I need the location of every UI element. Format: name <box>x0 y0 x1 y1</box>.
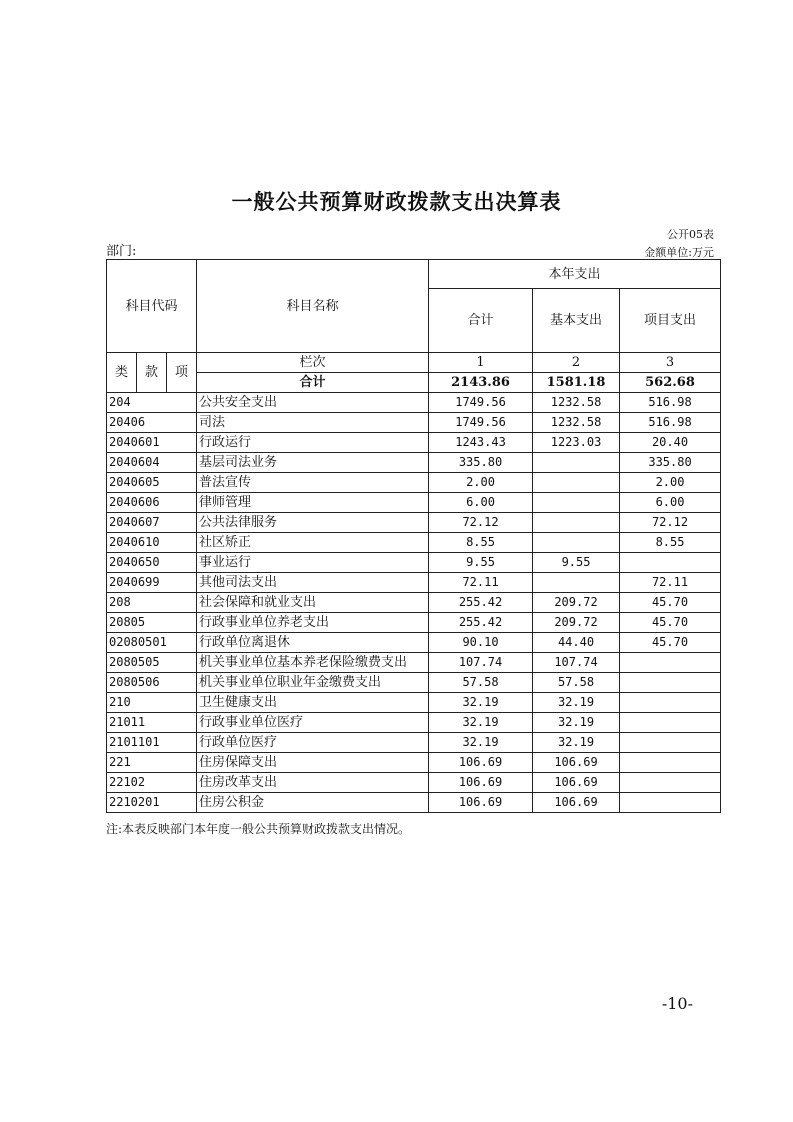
row-basic <box>533 573 620 593</box>
row-total: 335.80 <box>429 453 533 473</box>
row-name: 社区矫正 <box>197 533 429 553</box>
table-row <box>107 613 721 633</box>
row-name: 司法 <box>197 413 429 433</box>
row-project <box>620 673 721 693</box>
header-total: 合计 <box>429 289 533 353</box>
row-name: 其他司法支出 <box>197 573 429 593</box>
page-number: -10- <box>661 994 693 1013</box>
row-total: 57.58 <box>429 673 533 693</box>
row-total: 106.69 <box>429 793 533 813</box>
table-row <box>107 633 721 653</box>
lanci-row <box>107 353 721 373</box>
table-row <box>107 733 721 753</box>
row-project: 72.12 <box>620 513 721 533</box>
row-total: 72.11 <box>429 573 533 593</box>
row-basic: 32.19 <box>533 693 620 713</box>
expenditure-table <box>106 259 721 813</box>
row-project <box>620 793 721 813</box>
row-code: 2080505 <box>107 653 197 673</box>
row-total: 8.55 <box>429 533 533 553</box>
row-name: 卫生健康支出 <box>197 693 429 713</box>
lanci-1: 1 <box>429 353 533 373</box>
row-code: 2210201 <box>107 793 197 813</box>
row-project <box>620 753 721 773</box>
row-code: 2040650 <box>107 553 197 573</box>
department-label: 部门: <box>106 244 137 259</box>
row-name: 律师管理 <box>197 493 429 513</box>
table-row <box>107 593 721 613</box>
table-row <box>107 553 721 573</box>
table-note: 注:本表反映部门本年度一般公共预算财政拨款支出情况。 <box>106 822 411 836</box>
row-basic: 32.19 <box>533 713 620 733</box>
row-code: 02080501 <box>107 633 197 653</box>
row-total: 255.42 <box>429 613 533 633</box>
row-code: 2040607 <box>107 513 197 533</box>
row-name: 普法宣传 <box>197 473 429 493</box>
table-row <box>107 713 721 733</box>
row-basic <box>533 513 620 533</box>
page-title: 一般公共预算财政拨款支出决算表 <box>231 190 562 214</box>
header-xiang: 项 <box>167 353 197 393</box>
table-row <box>107 393 721 413</box>
table-row <box>107 533 721 553</box>
row-project: 45.70 <box>620 593 721 613</box>
table-row <box>107 773 721 793</box>
row-basic: 107.74 <box>533 653 620 673</box>
row-basic: 106.69 <box>533 753 620 773</box>
row-basic: 44.40 <box>533 633 620 653</box>
row-basic: 1223.03 <box>533 433 620 453</box>
row-name: 住房改革支出 <box>197 773 429 793</box>
row-project: 72.11 <box>620 573 721 593</box>
header-lei: 类 <box>107 353 137 393</box>
row-name: 行政运行 <box>197 433 429 453</box>
row-total: 1749.56 <box>429 393 533 413</box>
unit-label: 金额单位:万元 <box>644 246 714 259</box>
row-total: 6.00 <box>429 493 533 513</box>
row-code: 208 <box>107 593 197 613</box>
form-code: 公开05表 <box>667 228 714 241</box>
table-row <box>107 413 721 433</box>
row-code: 2040604 <box>107 453 197 473</box>
row-code: 221 <box>107 753 197 773</box>
row-project <box>620 773 721 793</box>
row-project: 8.55 <box>620 533 721 553</box>
row-name: 行政事业单位养老支出 <box>197 613 429 633</box>
row-basic <box>533 473 620 493</box>
row-basic: 9.55 <box>533 553 620 573</box>
row-name: 行政单位离退休 <box>197 633 429 653</box>
lanci-3: 3 <box>620 353 721 373</box>
row-basic <box>533 493 620 513</box>
row-basic: 209.72 <box>533 613 620 633</box>
row-basic <box>533 533 620 553</box>
header-current-year-expenditure: 本年支出 <box>429 260 721 289</box>
row-project <box>620 653 721 673</box>
row-name: 行政事业单位医疗 <box>197 713 429 733</box>
row-project: 45.70 <box>620 633 721 653</box>
row-total: 32.19 <box>429 713 533 733</box>
header-project: 项目支出 <box>620 289 721 353</box>
row-basic: 1232.58 <box>533 413 620 433</box>
row-name: 社会保障和就业支出 <box>197 593 429 613</box>
row-total: 90.10 <box>429 633 533 653</box>
row-basic <box>533 453 620 473</box>
row-total: 106.69 <box>429 753 533 773</box>
header-name: 科目名称 <box>197 260 429 353</box>
row-total: 72.12 <box>429 513 533 533</box>
row-project: 20.40 <box>620 433 721 453</box>
row-project <box>620 733 721 753</box>
header-basic: 基本支出 <box>533 289 620 353</box>
row-name: 住房保障支出 <box>197 753 429 773</box>
row-basic: 1232.58 <box>533 393 620 413</box>
header-kuan: 款 <box>137 353 167 393</box>
row-name: 事业运行 <box>197 553 429 573</box>
lanci-2: 2 <box>533 353 620 373</box>
total-project: 562.68 <box>620 373 721 393</box>
table-body <box>107 393 721 813</box>
row-name: 机关事业单位基本养老保险缴费支出 <box>197 653 429 673</box>
row-project: 6.00 <box>620 493 721 513</box>
total-row <box>107 373 721 393</box>
row-code: 2040606 <box>107 493 197 513</box>
table-row <box>107 493 721 513</box>
row-name: 公共法律服务 <box>197 513 429 533</box>
row-total: 1749.56 <box>429 413 533 433</box>
row-name: 机关事业单位职业年金缴费支出 <box>197 673 429 693</box>
total-basic: 1581.18 <box>533 373 620 393</box>
row-code: 204 <box>107 393 197 413</box>
row-total: 106.69 <box>429 773 533 793</box>
table-row <box>107 433 721 453</box>
row-code: 22102 <box>107 773 197 793</box>
row-project: 45.70 <box>620 613 721 633</box>
row-code: 20406 <box>107 413 197 433</box>
total-amount: 2143.86 <box>429 373 533 393</box>
row-code: 2101101 <box>107 733 197 753</box>
row-code: 210 <box>107 693 197 713</box>
row-name: 公共安全支出 <box>197 393 429 413</box>
table-row <box>107 793 721 813</box>
row-project: 2.00 <box>620 473 721 493</box>
row-code: 2040605 <box>107 473 197 493</box>
row-project <box>620 553 721 573</box>
total-label: 合计 <box>197 373 429 393</box>
table-row <box>107 573 721 593</box>
row-project: 516.98 <box>620 413 721 433</box>
row-total: 1243.43 <box>429 433 533 453</box>
table-row <box>107 753 721 773</box>
row-name: 基层司法业务 <box>197 453 429 473</box>
row-project: 516.98 <box>620 393 721 413</box>
table-row <box>107 673 721 693</box>
row-project <box>620 693 721 713</box>
row-code: 2040610 <box>107 533 197 553</box>
table-row <box>107 513 721 533</box>
row-basic: 106.69 <box>533 773 620 793</box>
table-row <box>107 473 721 493</box>
row-code: 20805 <box>107 613 197 633</box>
row-total: 2.00 <box>429 473 533 493</box>
row-total: 107.74 <box>429 653 533 673</box>
row-basic: 209.72 <box>533 593 620 613</box>
header-row-1 <box>107 260 721 289</box>
table-row <box>107 453 721 473</box>
row-project: 335.80 <box>620 453 721 473</box>
row-basic: 106.69 <box>533 793 620 813</box>
row-name: 住房公积金 <box>197 793 429 813</box>
row-total: 255.42 <box>429 593 533 613</box>
row-code: 2040601 <box>107 433 197 453</box>
row-name: 行政单位医疗 <box>197 733 429 753</box>
table-row <box>107 653 721 673</box>
table-row <box>107 693 721 713</box>
lanci-label: 栏次 <box>197 353 429 373</box>
header-code: 科目代码 <box>107 260 197 353</box>
row-code: 2080506 <box>107 673 197 693</box>
row-total: 32.19 <box>429 693 533 713</box>
row-basic: 32.19 <box>533 733 620 753</box>
row-code: 2040699 <box>107 573 197 593</box>
row-total: 9.55 <box>429 553 533 573</box>
row-total: 32.19 <box>429 733 533 753</box>
row-project <box>620 713 721 733</box>
row-basic: 57.58 <box>533 673 620 693</box>
row-code: 21011 <box>107 713 197 733</box>
